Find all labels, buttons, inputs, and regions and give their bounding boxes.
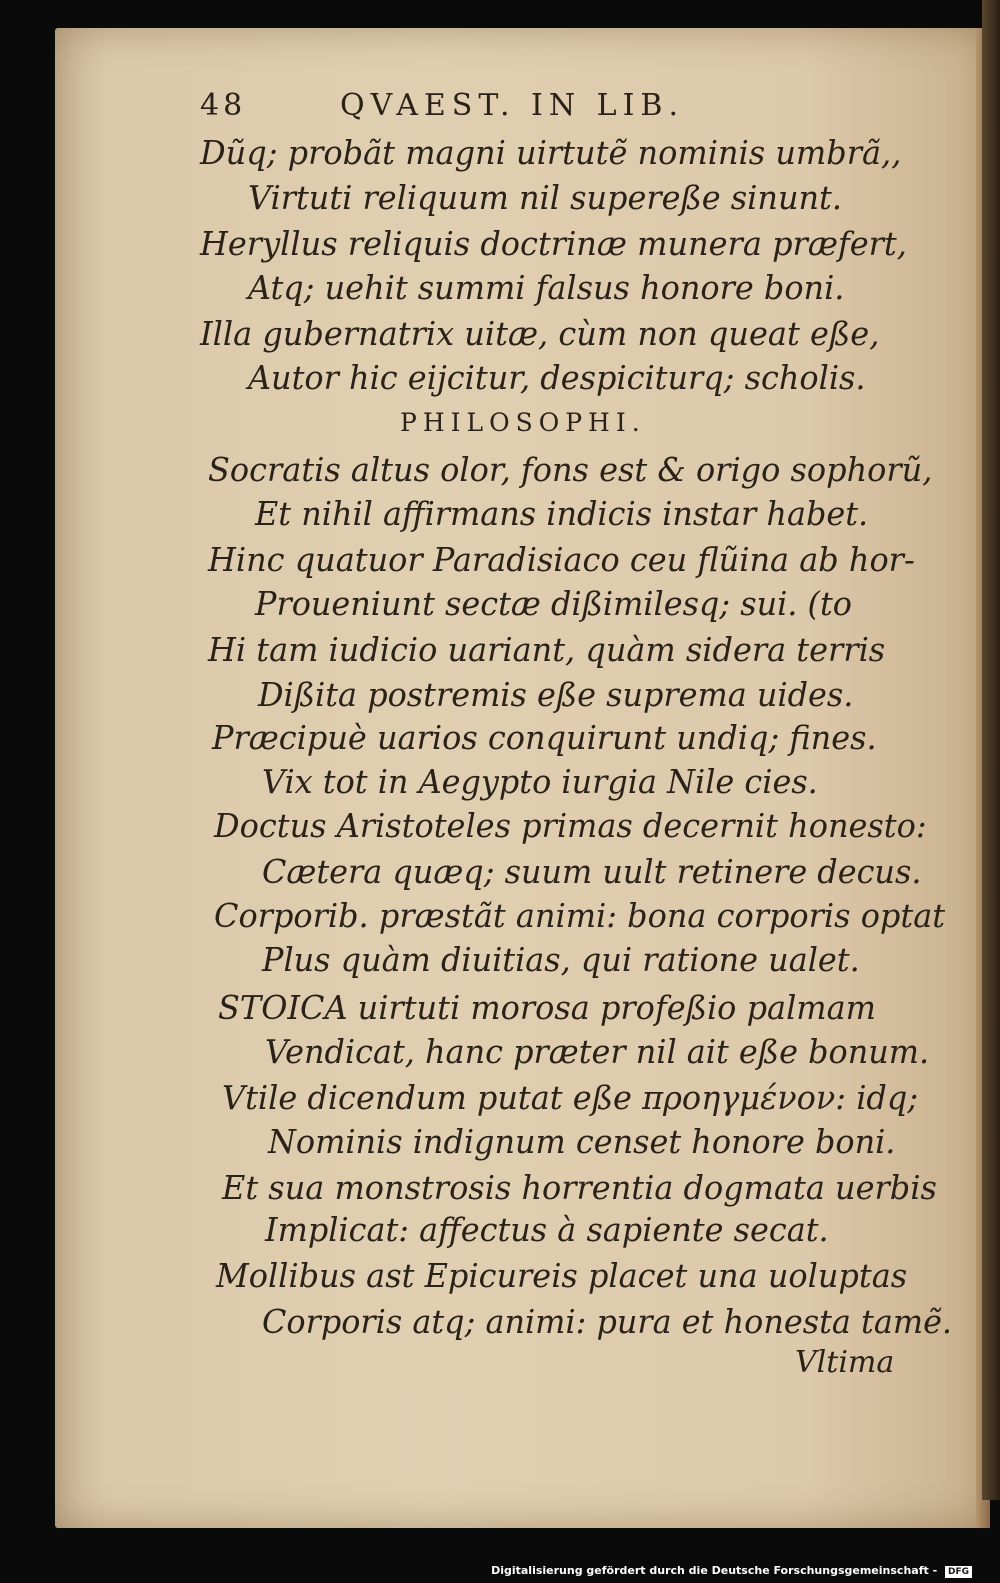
section-title: PHILOSOPHI. [400,408,646,437]
page-header [200,88,780,128]
verse-after-line-19: Mollibus ast Epicureis placet una uoluptas [216,1256,908,1295]
catchword: Vltima [795,1345,895,1380]
verse-after-line-16: Nominis indignum censet honore boni. [268,1122,896,1161]
verse-before-line-3: Heryllus reliquis doctrinæ munera præfert, [200,224,907,263]
verse-after-line-6: Dißita postremis eße suprema uides. [258,675,854,714]
verse-after-line-1: Socratis altus olor, fons est & origo sophorũ, [208,450,933,489]
verse-after-line-2: Et nihil affirmans indicis instar habet. [255,494,869,533]
verse-after-line-9: Doctus Aristoteles primas decernit honesto: [214,806,927,845]
verse-after-line-8: Vix tot in Aegypto iurgia Nile cies. [262,762,818,801]
verse-after-line-12: Plus quàm diuitias, qui ratione ualet. [262,940,860,979]
verse-after-line-7: Præcipuè uarios conquirunt undiq; fines. [212,718,877,757]
verse-before-line-4: Atq; uehit summi falsus honore boni. [248,268,845,307]
footer-credit-text: Digitalisierung gefördert durch die Deutsche Forschungsgemeinschaft - [491,1564,938,1577]
verse-before-line-2: Virtuti reliquum nil supereße sinunt. [248,178,843,217]
verse-before-line-5: Illa gubernatrix uitæ, cùm non queat eße, [200,314,880,353]
verse-after-line-4: Proueniunt sectæ dißimilesq; sui. (to [255,584,853,623]
page-number: 48 [200,88,247,123]
verse-after-line-10: Cætera quæq; suum uult retinere decus. [262,852,922,891]
running-title: QVAEST. IN LIB. [340,88,685,123]
verse-before-line-1: Dũq; probãt magni uirtutẽ nominis umbrã,, [200,133,902,172]
dfg-logo: DFG [945,1566,972,1578]
verse-after-line-20: Corporis atq; animi: pura et honesta tamẽ. [262,1302,953,1341]
verse-after-line-17: Et sua monstrosis horrentia dogmata uerbis [222,1168,937,1207]
verse-after-line-5: Hi tam iudicio uariant, quàm sidera terris [208,630,886,669]
verse-after-line-3: Hinc quatuor Paradisiaco ceu flũina ab hor- [208,540,915,579]
verse-after-line-14: Vendicat, hanc præter nil ait eße bonum. [265,1032,930,1071]
footer-credit [491,1564,972,1578]
verse-after-line-11: Corporib. præstãt animi: bona corporis optat [214,896,946,935]
verse-after-line-13: STOICA uirtuti morosa profeßio palmam [218,988,876,1027]
book-spine [982,0,1000,1500]
verse-after-line-18: Implicat: affectus à sapiente secat. [265,1210,829,1249]
verse-before-line-6: Autor hic eijcitur, despiciturq; scholis. [248,358,866,397]
verse-after-line-15: Vtile dicendum putat eße προηγμένον: idq; [222,1078,919,1117]
